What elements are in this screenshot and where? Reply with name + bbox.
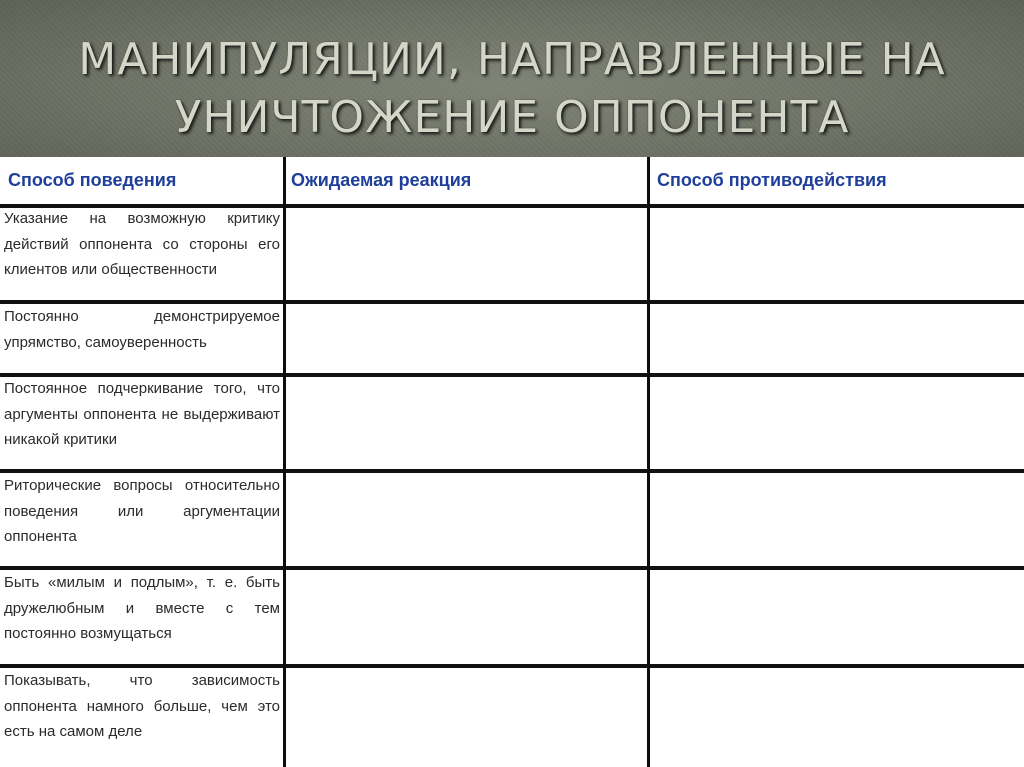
header-behavior: Способ поведения xyxy=(8,170,177,190)
cell-counteraction xyxy=(651,378,1021,468)
table-row-behavior: Постоянное подчеркивание того, что аргументы оппонента не выдерживают никакой критики xyxy=(4,380,280,448)
header-reaction: Ожидаемая реакция xyxy=(291,170,472,190)
table-row-behavior: Быть «милым и подлым», т. е. быть дружелюбным и вместе с тем постоянно возмущаться xyxy=(4,574,280,642)
table-row-behavior: Риторические вопросы относительно поведения или аргументации оппонента xyxy=(4,477,280,545)
cell-reaction xyxy=(287,209,645,299)
title-band xyxy=(0,0,1024,157)
cell-counteraction xyxy=(651,669,1021,765)
cell-reaction xyxy=(287,474,645,564)
cell-reaction xyxy=(287,378,645,468)
cell-counteraction xyxy=(651,571,1021,663)
cell-counteraction xyxy=(651,209,1021,299)
cell-counteraction xyxy=(651,474,1021,564)
cell-counteraction xyxy=(651,305,1021,372)
cell-reaction xyxy=(287,571,645,663)
slide-title-line-2: УНИЧТОЖЕНИЕ ОППОНЕНТА xyxy=(174,92,850,143)
column-divider xyxy=(647,157,650,767)
table-row-behavior: Постоянно демонстрируемое упрямство, самоуверенность xyxy=(4,308,280,351)
manipulation-table xyxy=(0,157,1024,767)
column-divider xyxy=(283,157,286,767)
header-counteraction: Способ противодействия xyxy=(657,170,887,190)
slide-title-line-1: МАНИПУЛЯЦИИ, НАПРАВЛЕННЫЕ НА xyxy=(78,34,946,85)
cell-reaction xyxy=(287,305,645,372)
table-row-behavior: Указание на возможную критику действий оппонента со стороны его клиентов или общественности xyxy=(4,210,280,278)
cell-reaction xyxy=(287,669,645,765)
table-row-behavior: Показывать, что зависимость оппонента намного больше, чем это есть на самом деле xyxy=(4,672,280,740)
